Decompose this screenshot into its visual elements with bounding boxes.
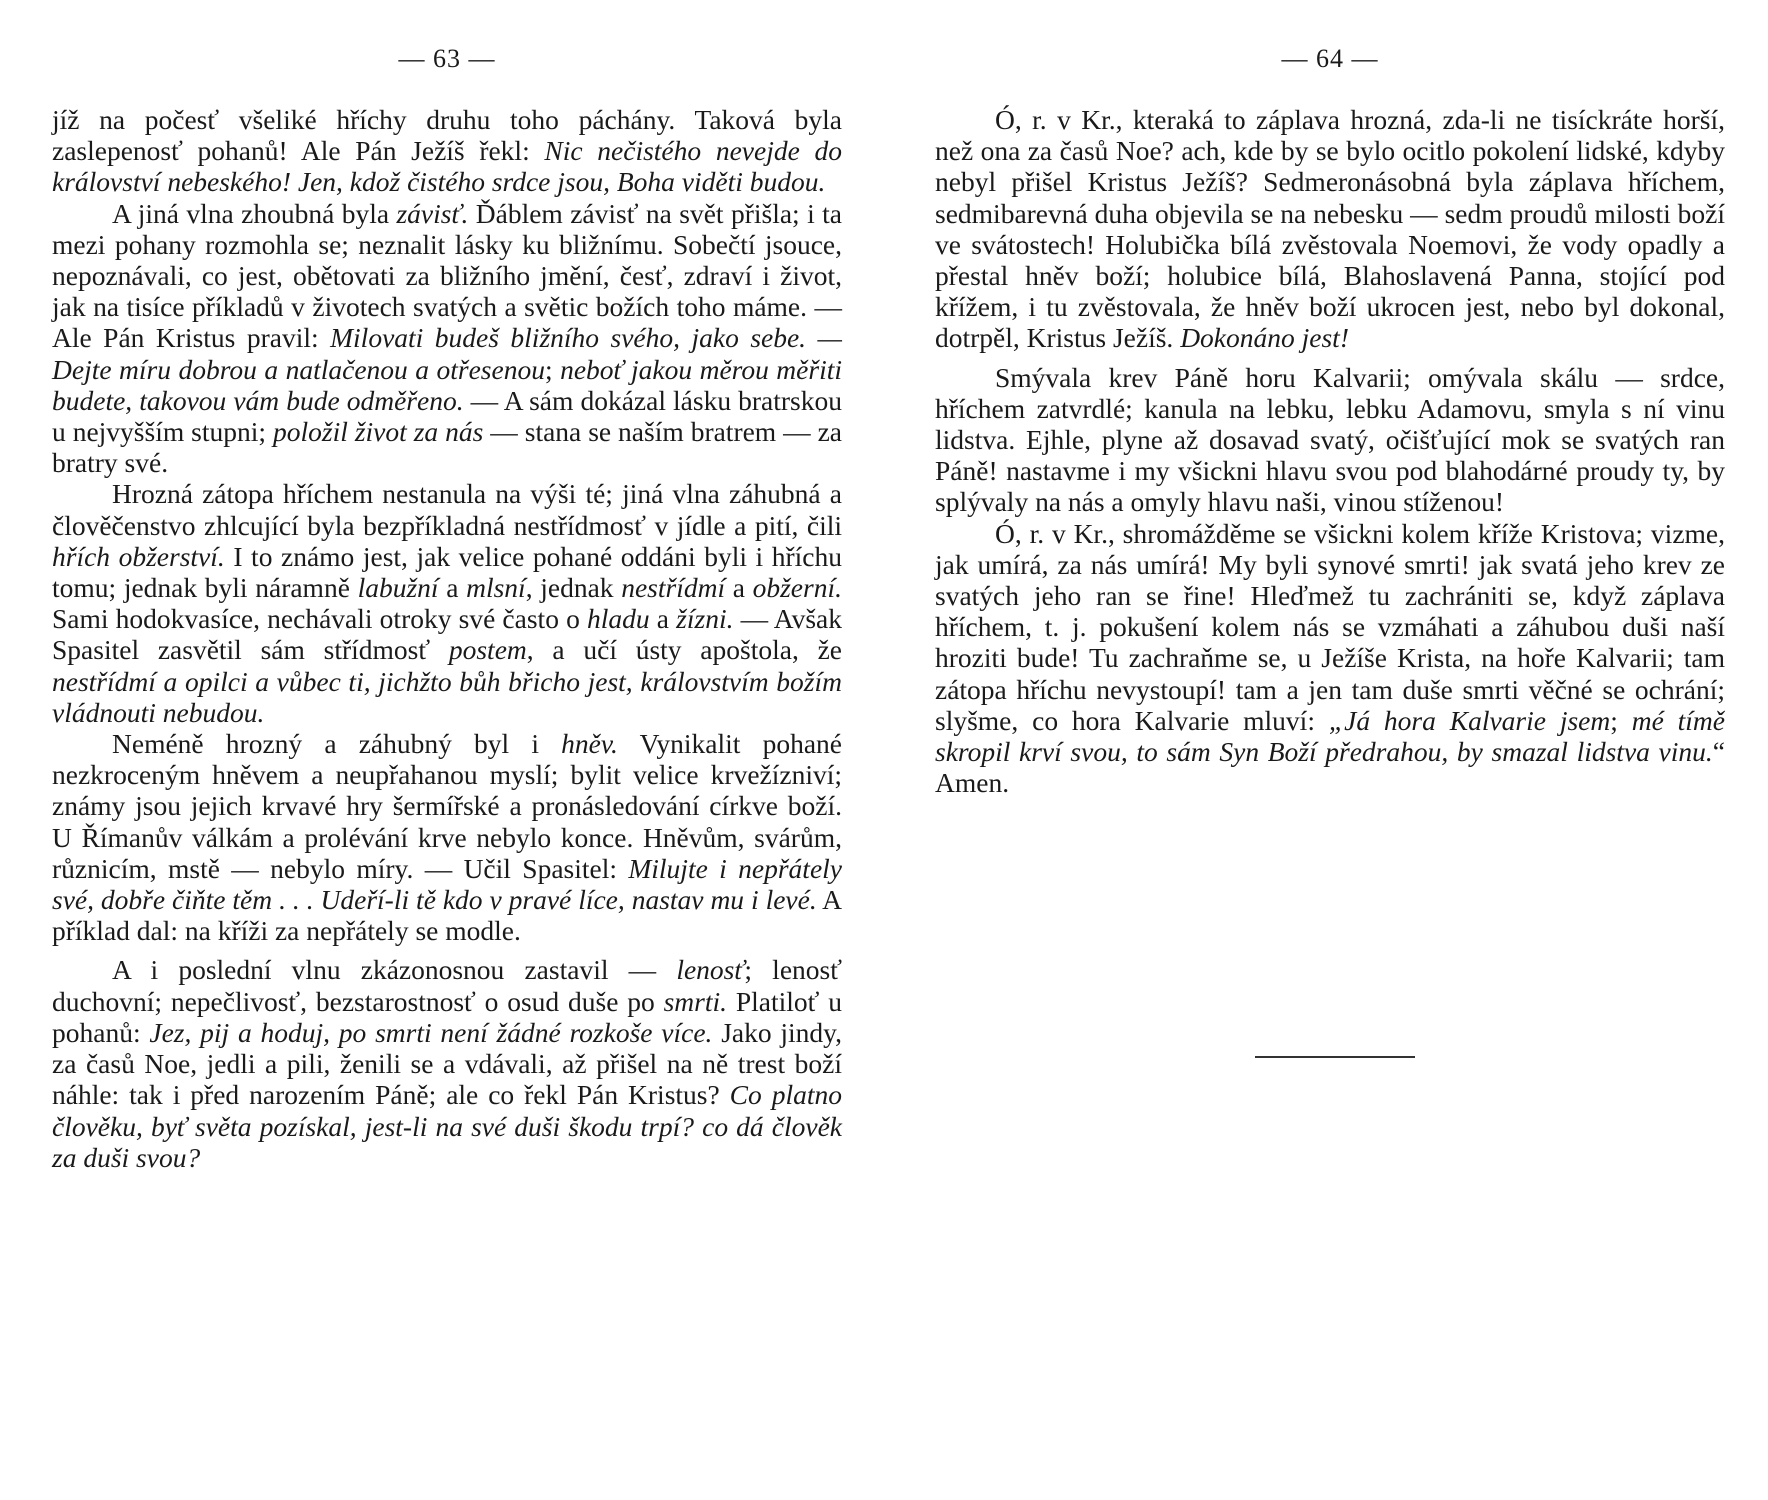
paragraph bbox=[52, 198, 842, 479]
text-run: , a učí ústy apoštola, že bbox=[526, 634, 842, 666]
italic-text: mlsní bbox=[466, 572, 526, 604]
italic-text: Milujte i nepřátely své, dobře čiňte těm . . . Udeří-li tě kdo v pravé líce, nastav mu i levé. bbox=[52, 852, 842, 916]
right-page bbox=[935, 0, 1725, 1500]
italic-text: obžerní. bbox=[752, 572, 842, 604]
text-run: Ó, r. v Kr., shromážděme se všickni kolem kříže Kristova; vizme, jak umírá, za nás umírá! My byli synové smrti! jak svatá jeho krev ze svatých jeho ran se řine! Hleďmež tu zachrániti se, když záplava hříchem, t. j. pokušení kolem nás se vzmáhati a záhubou duši naší hroziti bude! Tu zachraňme se, u Ježíše Krista, na hoře Kalvarii; tam zátopa hříchu nevystoupí! tam a jen tam duše smrti věčné se ochrání; slyšme, co hora Kalvarie mluví: bbox=[935, 517, 1725, 736]
italic-text: postem bbox=[448, 634, 527, 666]
text-run: Smývala krev Páně horu Kalvarii; omývala skálu — srdce, hříchem zatvrdlé; kanula na lebku, lebku Adamovu, smyla s ní vinu lidstva. Ejhle, plyne až dosavad svatý, očišťující mok se svatých ran Páně! nastavme i my všickni hlavu svou pod blahodárné proudy ty, by splývaly na nás a omyly hlavu naši, vinou stíženou! bbox=[935, 361, 1725, 518]
left-page bbox=[52, 0, 842, 1500]
italic-text: žízni. bbox=[676, 603, 734, 635]
text-run: ; bbox=[544, 353, 561, 385]
text-run: Hrozná zátopa hříchem nestanula na výši té; jiná vlna záhubná a člověčenstvo zhlcující byla bezpříkladná nestřídmosť v jídle a pití, čili bbox=[52, 478, 842, 541]
text-run: A příklad dal: na kříži za nepřátely se modle. bbox=[52, 884, 843, 947]
paragraph bbox=[52, 728, 842, 946]
paragraph bbox=[52, 104, 842, 198]
text-run: — Avšak Spasitel zasvětil sám střídmosť bbox=[52, 603, 842, 666]
italic-text: nestřídmí bbox=[621, 572, 726, 604]
text-run: jíž na počesť všeliké hříchy druhu toho páchány. Taková byla zaslepenosť pohanů! Ale Pán Ježíš řekl: bbox=[52, 104, 842, 167]
page-number-64: — 64 — bbox=[1281, 44, 1379, 73]
italic-text: „Já hora Kalvarie jsem bbox=[1328, 704, 1611, 736]
left-page-text bbox=[52, 104, 842, 1173]
text-run: , jednak bbox=[525, 572, 622, 604]
text-run: Ó, r. v Kr., kteraká to záplava hrozná, zda-li ne tisíckráte horší, než ona za časů Noe? ach, kde by se bylo ocitlo pokolení lidské, kdyby nebyl přišel Kristus Ježíš? Sedmeronásobná byla záplava hříchem, sedmibarevná duha objevila se na nebesku — sedm proudů milosti boží ve svátostech! Holubička bílá zvěstovala Noemovi, že vody opadly a přestal hněv boží; holubice bílá, Blahoslavená Panna, stojící pod křížem, i tu zvěstovala, že hněv boží ukrocen jest, nebo byl dokonal, dotrpěl, Kristus Ježíš. bbox=[935, 104, 1725, 354]
end-rule bbox=[1255, 1056, 1415, 1058]
text-run: — A sám dokázal lásku bratrskou u nejvyšším stupni; bbox=[52, 384, 842, 448]
text-run: Platiloť u pohanů: bbox=[52, 985, 843, 1048]
right-page-text bbox=[935, 104, 1725, 798]
italic-text: hřích obžerství. bbox=[52, 540, 225, 572]
paragraph bbox=[52, 954, 842, 1172]
paragraph bbox=[935, 104, 1725, 354]
italic-text: Co platno člověku, byť světa pozískal, jest-li na své duši škodu trpí? co dá člověk za duši svou? bbox=[52, 1079, 842, 1173]
text-run: a bbox=[725, 572, 753, 604]
text-run: Vynikalit pohané nezkroceným hněvem a neupřahanou myslí; bylit velice krvežízniví; známy jsou jejich krvavé hry šermířské a pronásledování církve boží. U Římanův válkám a prolévání krve nebylo konce. Hněvům, svárům, různicím, mstě — nebylo míry. — Učil Spasitel: bbox=[52, 728, 842, 884]
paragraph bbox=[935, 362, 1725, 518]
italic-text: smrti. bbox=[663, 985, 728, 1017]
paragraph bbox=[935, 518, 1725, 799]
italic-text: labužní bbox=[357, 572, 439, 604]
italic-text: nestřídmí a opilci a vůbec ti, jichžto bůh břicho jest, královstvím božím vládnouti nebudou. bbox=[52, 665, 842, 728]
text-run: A jiná vlna zhoubná byla bbox=[112, 197, 397, 229]
italic-text: Dokonáno jest! bbox=[1180, 322, 1349, 354]
italic-text: Milovati budeš bližního svého, jako sebe. — Dejte míru dobrou a natlačenou a otřesenou bbox=[52, 322, 842, 385]
page-number-63: — 63 — bbox=[398, 44, 496, 73]
text-run: I to známo jest, jak velice pohané oddáni byli i hříchu tomu; jednak byli náramně bbox=[52, 540, 842, 604]
text-run: “ Amen. bbox=[935, 736, 1725, 799]
text-run: Neméně hrozný a záhubný byl i bbox=[112, 728, 562, 760]
italic-text: lenosť bbox=[676, 954, 745, 986]
italic-text: mé tímě skropil krví svou, to sám Syn Boží předrahou, by smazal lidstva vinu. bbox=[935, 704, 1725, 768]
text-run: Ďáblem závisť na svět přišla; i ta mezi pohany rozmohla se; neznalit lásky ku bližnímu. Sobečtí jsouce, nepoznávali, co jest, obětovati za bližního jmění, česť, zdraví i život, jak na tisíce příkladů v životech svatých a světic božích toho máme. — Ale Pán Kristus pravil: bbox=[52, 197, 842, 354]
text-run: Jako jindy, za časů Noe, jedli a pili, ženili se a vdávali, až přišel na ně trest boží náhle: tak i před narozením Páně; ale co řekl Pán Kristus? bbox=[52, 1016, 842, 1111]
text-run: A i poslední vlnu zkázonosnou zastavil — bbox=[112, 954, 677, 986]
italic-text: neboť jakou měrou měřiti budete, takovou vám bude odměřeno. bbox=[52, 353, 842, 416]
text-run: a bbox=[649, 603, 677, 635]
italic-text: položil život za nás bbox=[273, 416, 484, 448]
italic-text: závisť. bbox=[396, 197, 469, 229]
italic-text: Jez, pij a hoduj, po smrti není žádné rozkoše více. bbox=[149, 1016, 713, 1048]
text-run: — stana se naším bratrem — za bratry své. bbox=[52, 416, 843, 479]
text-run: a bbox=[438, 572, 467, 604]
paragraph bbox=[52, 478, 842, 728]
italic-text: Nic nečistého nevejde do království nebeského! Jen, kdož čistého srdce jsou, Boha viděti budou. bbox=[52, 135, 842, 198]
italic-text: hladu bbox=[587, 603, 650, 635]
italic-text: hněv. bbox=[561, 728, 618, 760]
text-run: ; bbox=[1610, 704, 1632, 736]
text-run: ; lenosť duchovní; nepečlivosť, bezstarostnosť o osud duše po bbox=[52, 954, 842, 1017]
text-run: Sami hodokvasíce, nechávali otroky své často o bbox=[52, 603, 587, 635]
